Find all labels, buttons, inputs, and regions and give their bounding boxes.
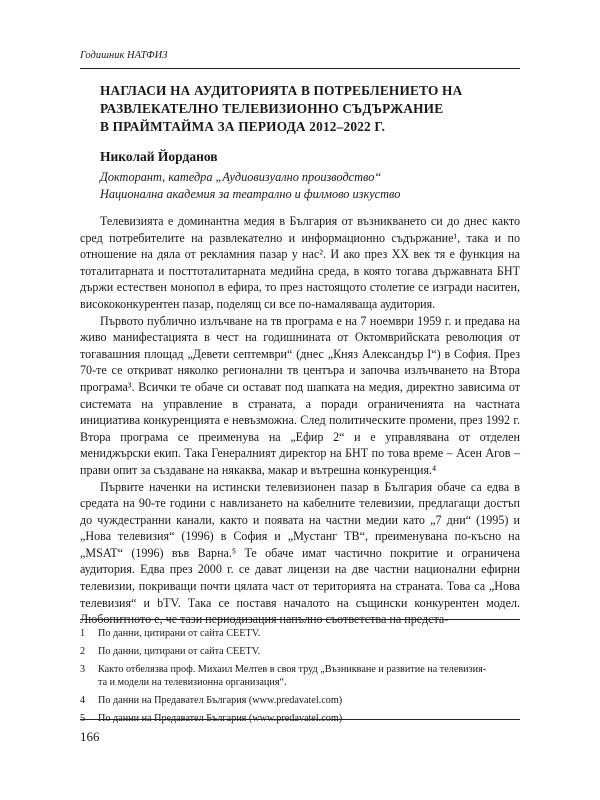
footnote-number: 3 — [80, 663, 86, 675]
footnote-line: та и модели на телевизионна организация“. — [98, 677, 287, 689]
footer-rule — [80, 719, 520, 720]
affiliation-line: Докторант, катедра „Аудиовизуално производство“ — [100, 170, 382, 184]
footnote-line: По данни, цитирани от сайта CEETV. — [98, 628, 261, 639]
footnote-line: По данни на Предавател България (www.predavatel.com) — [98, 712, 343, 724]
article-title — [100, 82, 520, 136]
running-head: Годишник НАТФИЗ — [80, 50, 168, 61]
footnote — [80, 645, 520, 659]
page-number: 166 — [80, 729, 100, 744]
body-paragraph: Телевизията е доминантна медия в България от възникването си до днес както сред потребителите на развлекателно и информационно съдържание¹, така и по отношение на дяла от рекламния пазар у нас². И ако през XX век тя е функция на тоталитарната и посттоталитарната медийна среда, в която тогава държавната БНТ държи естествен монопол в ефира, то през настоящото столетие се изгради наситен, висококонкурентен пазар, поделящ си все по-намаляваща аудитория. — [80, 214, 520, 311]
footnote-text — [98, 627, 260, 641]
footnote — [80, 663, 520, 690]
footnote — [80, 694, 520, 708]
title-line: НАГЛАСИ НА АУДИТОРИЯТА В ПОТРЕБЛЕНИЕТО НА — [100, 83, 463, 98]
footnote — [80, 627, 520, 641]
body-paragraph: Първото публично излъчване на тв програма е на 7 ноември 1959 г. и предава на живо манифестацията в чест на годишнината от Октомврийската революция от тогавашния площад „Девети септември“ (днес „Княз Александър I“) в София. През 70-те се откриват няколко регионални тв центъра и започва излъчването на Втора програма³. Всички те обаче си остават под шапката на медия, директно зависима от системата на управление в страната, а поради ограниченията на частната инициатива конкуренцията е невъзможна. След политическите промени, през 1992 г. Втора програма се преименува на „Ефир 2“ и е управлявана от отделен мениджърски екип. Така Генералният директор на БНТ по това време – Асен Агов – прави опит за създаване на някаква, макар и вътрешна конкуренция.⁴ — [80, 313, 520, 477]
footnote-number: 4 — [80, 694, 86, 706]
footnote-text — [98, 663, 486, 690]
footnote-line: По данни, цитирани от сайта CEETV. — [98, 645, 261, 657]
footnote-text — [98, 694, 342, 708]
author-affiliation — [100, 169, 400, 203]
footnote-line: По данни на Предавател България (www.predavatel.com) — [98, 694, 343, 706]
header-rule — [80, 68, 520, 69]
footnote-text — [98, 645, 260, 659]
title-line: РАЗВЛЕКАТЕЛНО ТЕЛЕВИЗИОННО СЪДЪРЖАНИЕ — [100, 101, 444, 116]
footnote-number: 5 — [80, 712, 86, 724]
footnotes — [80, 627, 520, 729]
author-name: Николай Йорданов — [100, 149, 218, 164]
affiliation-line: Национална академия за театрално и филмово изкуство — [100, 187, 401, 201]
title-line: В ПРАЙМТАЙМА ЗА ПЕРИОДА 2012–2022 Г. — [100, 119, 386, 134]
article-body — [80, 213, 520, 628]
body-paragraph: Първите наченки на истински телевизионен пазар в България обаче са едва в средата на 90-те години с навлизането на кабелните телевизии, предлагащи достъп до чуждестранни канали, както и появата на частни медии като „7 дни“ (1995) и „Нова телевизия“ (1996) в София и „Мустанг ТВ“, преименувана по-късно на „MSAT“ (1996) във Варна.⁵ Те обаче имат частично покритие и ограничена аудитория. Едва през 2000 г. се дават лицензи на две частни национални ефирни телевизии, покриващи почти цялата част от територията на страната. Това са „Нова телевизия“ и bTV. Така се поставя началото на същински конкурентен модел. Любопитното е, че тази периодизация напълно съответства на предста- — [80, 479, 520, 627]
footnote-line: Както отбелязва проф. Михаил Мелтев в своя труд „Възникване и развитие на телевизия- — [98, 663, 487, 675]
footnote-number: 2 — [80, 645, 86, 657]
footnote-number: 1 — [80, 628, 86, 639]
footnote-rule — [80, 619, 520, 620]
